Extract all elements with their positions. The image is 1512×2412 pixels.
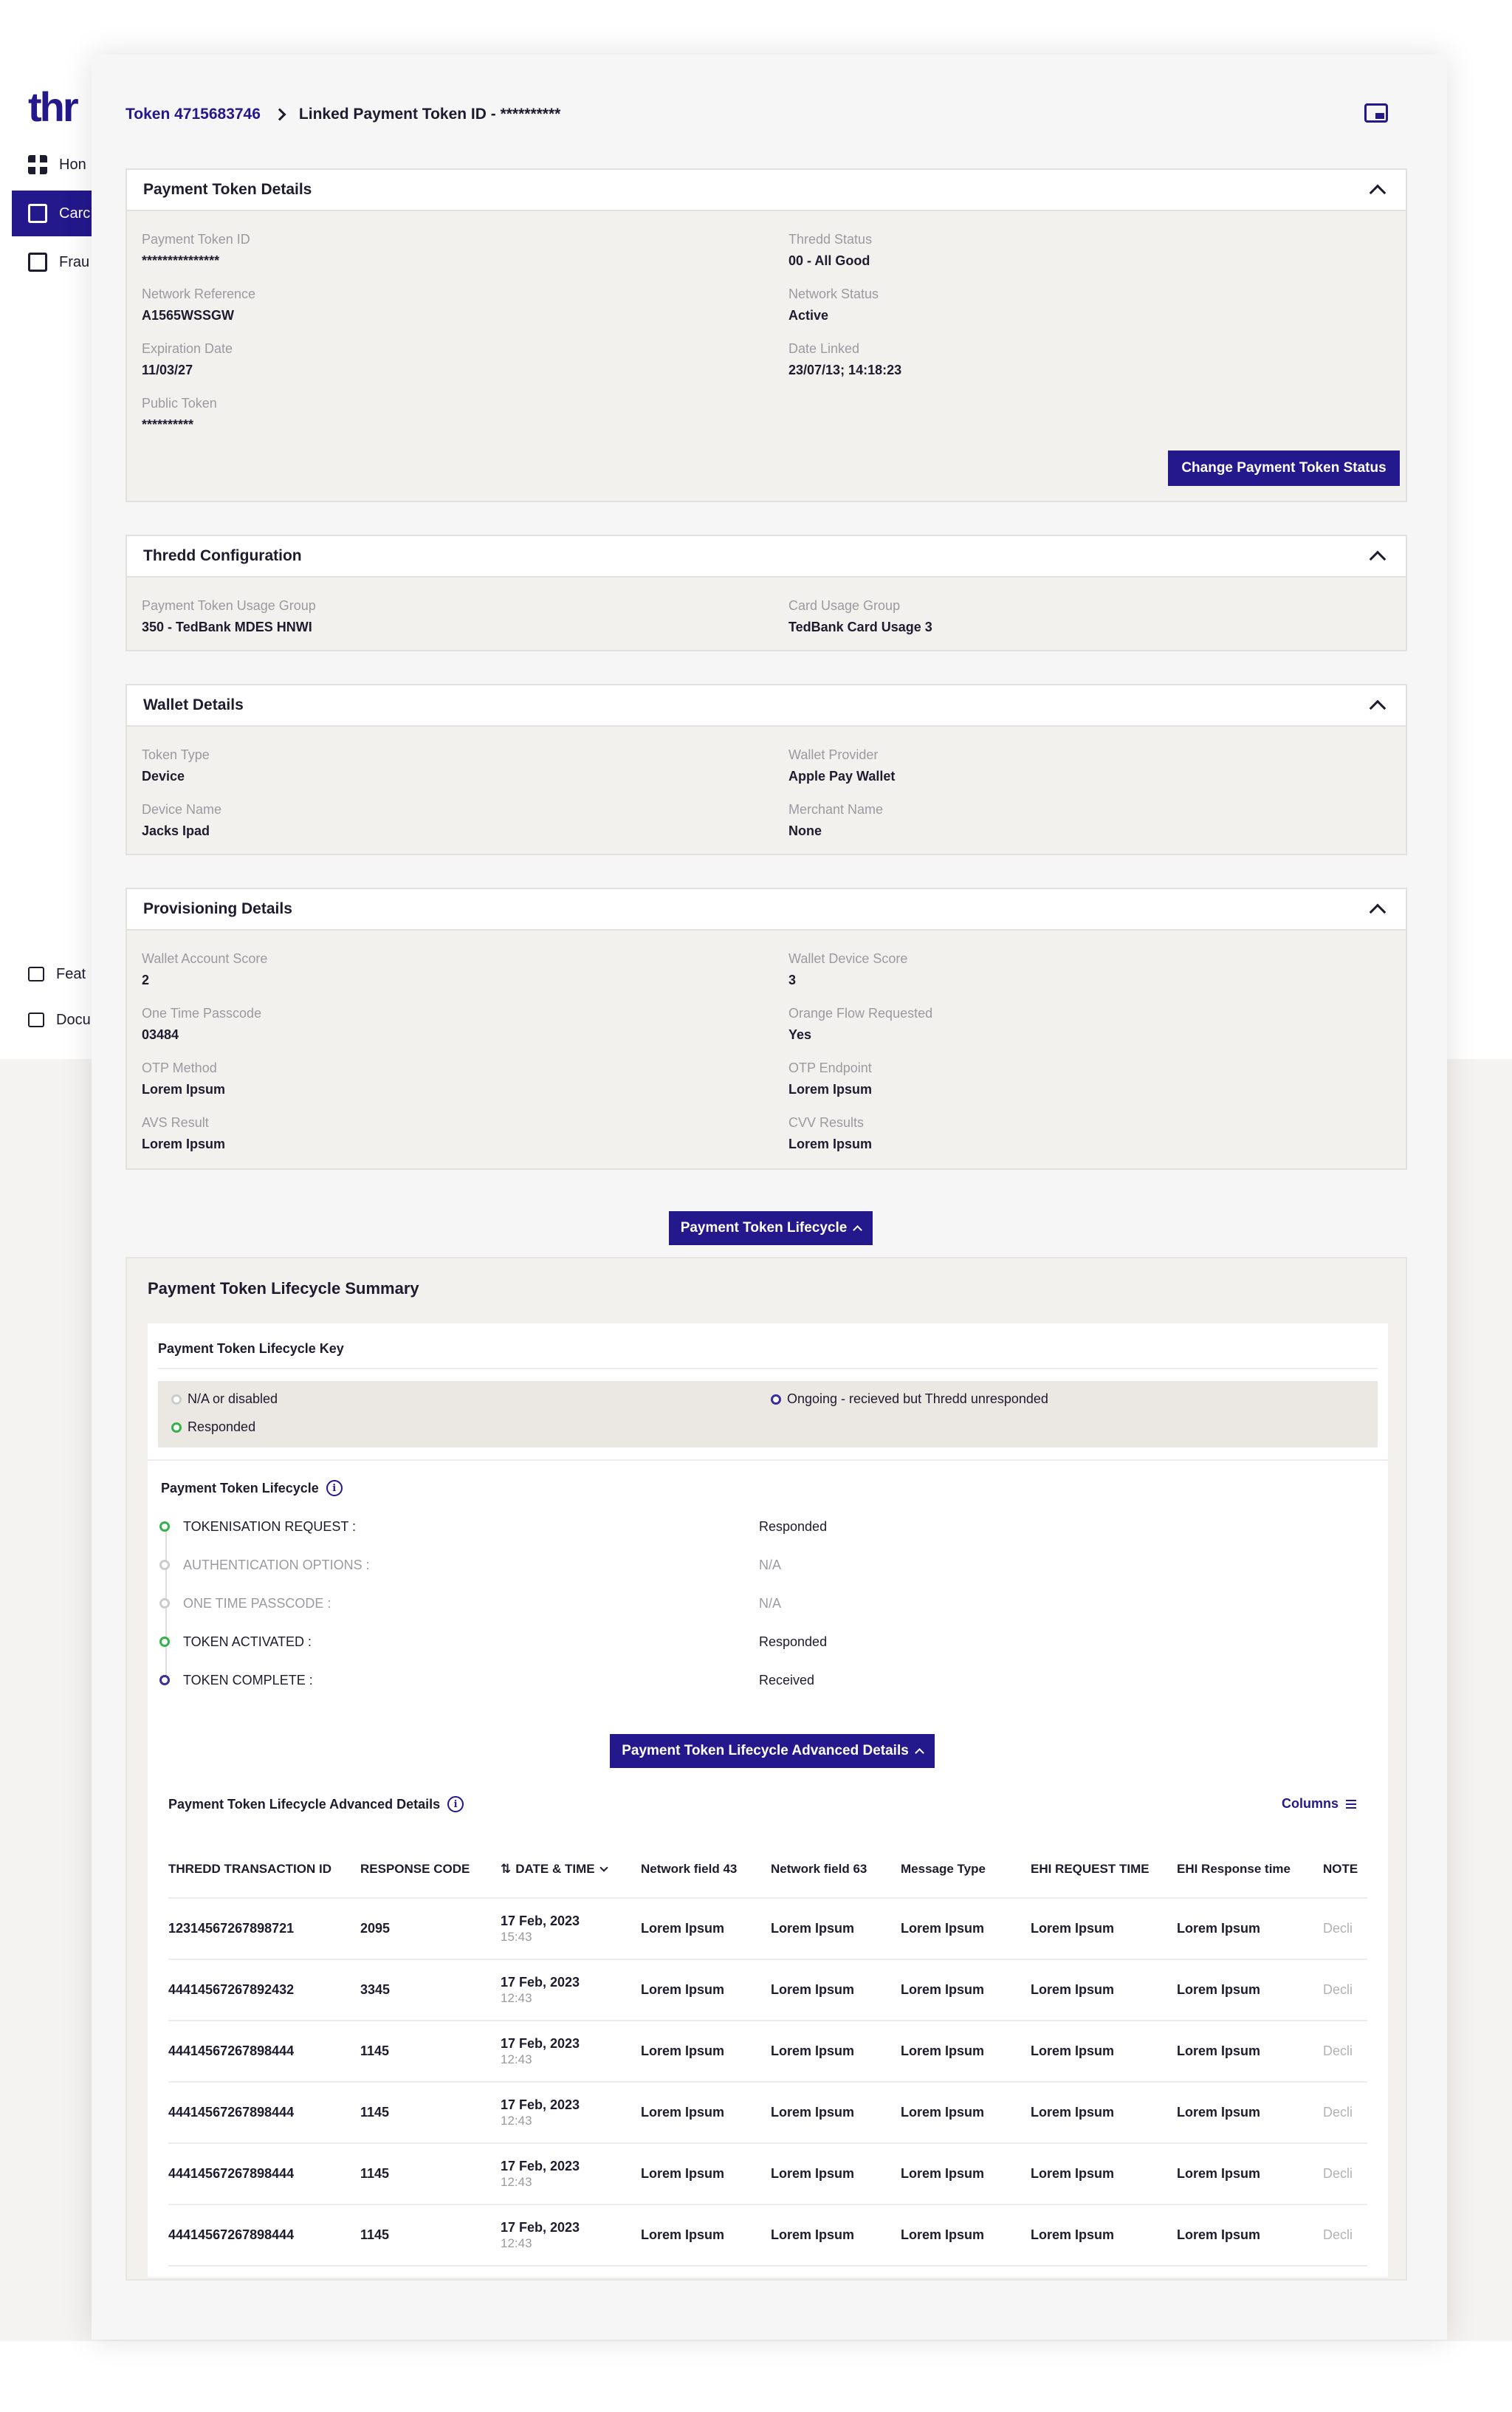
field-token-type: Token Type Device: [142, 747, 210, 784]
header-note[interactable]: NOTE: [1323, 1840, 1367, 1898]
key-item-na: N/A or disabled: [171, 1391, 278, 1407]
chevron-up-icon[interactable]: [1370, 700, 1386, 717]
panel-header[interactable]: [127, 889, 1406, 931]
header-ehi-request-time[interactable]: EHI REQUEST TIME: [1031, 1840, 1177, 1898]
lifecycle-step: AUTHENTICATION OPTIONS : N/A: [159, 1554, 972, 1576]
chevron-up-icon[interactable]: [1370, 551, 1386, 568]
card-icon: [28, 204, 47, 223]
breadcrumb: [126, 106, 560, 123]
lifecycle-step: TOKEN COMPLETE : Received: [159, 1669, 972, 1691]
chevron-up-icon[interactable]: [1370, 904, 1386, 921]
status-dot-na: [159, 1560, 170, 1570]
status-dot-responded: [159, 1637, 170, 1647]
key-title: Payment Token Lifecycle Key: [158, 1341, 344, 1356]
field-wallet-device-score: Wallet Device Score 3: [788, 951, 908, 987]
field-otp-method: OTP Method Lorem Ipsum: [142, 1061, 226, 1097]
field-wallet-provider: Wallet Provider Apple Pay Wallet: [788, 747, 896, 784]
status-dot-responded: [171, 1422, 182, 1433]
field-date-linked: Date Linked 23/07/13; 14:18:23: [788, 341, 902, 377]
provisioning-details-panel: [126, 888, 1407, 1170]
table-row[interactable]: 44414567267898444 1145 17 Feb, 2023 12:43 Lorem Ipsum Lorem Ipsum Lorem Ipsum Lorem Ipsum Lorem Ipsum Decli: [168, 2082, 1367, 2143]
advanced-details-table[interactable]: [168, 1840, 1367, 2269]
lifecycle-step: TOKEN ACTIVATED : Responded: [159, 1631, 972, 1653]
sidebar-item-docs[interactable]: Docu: [12, 997, 145, 1043]
info-icon[interactable]: i: [326, 1480, 343, 1496]
field-one-time-passcode: One Time Passcode 03484: [142, 1006, 262, 1042]
key-item-responded: Responded: [171, 1419, 255, 1435]
field-expiration-date: Expiration Date 11/03/27: [142, 341, 233, 377]
lifecycle-key-box: [158, 1381, 1378, 1447]
lifecycle-step: TOKENISATION REQUEST : Responded: [159, 1515, 972, 1538]
change-token-status-button[interactable]: Change Payment Token Status: [1168, 450, 1400, 486]
columns-button[interactable]: Columns: [1282, 1796, 1356, 1812]
panel-header[interactable]: [127, 536, 1406, 578]
section-title: Payment Token Lifecycle Summary: [148, 1279, 419, 1298]
panel-header[interactable]: [127, 170, 1406, 211]
header-network-field-63[interactable]: Network field 63: [771, 1840, 901, 1898]
chevron-down-icon: [599, 1863, 608, 1871]
sort-icon[interactable]: ⇅: [501, 1861, 512, 1876]
sidebar-item-cards[interactable]: Carc: [12, 191, 145, 236]
status-dot-ongoing: [159, 1675, 170, 1685]
header-network-field-43[interactable]: Network field 43: [641, 1840, 771, 1898]
table-row[interactable]: 12314567267898721 2095 17 Feb, 2023 15:43 Lorem Ipsum Lorem Ipsum Lorem Ipsum Lorem Ipsum Lorem Ipsum Decli: [168, 1898, 1367, 1959]
field-cvv-results: CVV Results Lorem Ipsum: [788, 1115, 873, 1151]
lifecycle-card: [148, 1323, 1388, 2278]
field-network-status: Network Status Active: [788, 287, 879, 323]
thredd-logo: thr: [28, 83, 77, 130]
header-message-type[interactable]: Message Type: [901, 1840, 1031, 1898]
field-orange-flow: Orange Flow Requested Yes: [788, 1006, 933, 1042]
grid-icon: [28, 155, 47, 174]
lifecycle-title: Payment Token Lifecycle i: [161, 1480, 343, 1496]
table-row[interactable]: 44414567267898444 1145 17 Feb, 2023 12:43 Lorem Ipsum Lorem Ipsum Lorem Ipsum Lorem Ipsum Lorem Ipsum Decli: [168, 2204, 1367, 2266]
chevron-up-icon: [915, 1748, 924, 1758]
field-payment-token-id: Payment Token ID ***************: [142, 232, 250, 268]
field-wallet-account-score: Wallet Account Score 2: [142, 951, 268, 987]
header-transaction-id[interactable]: THREDD TRANSACTION ID: [168, 1840, 360, 1898]
window-icon[interactable]: [1364, 103, 1388, 123]
divider: [158, 1368, 1378, 1369]
header-response-code[interactable]: RESPONSE CODE: [360, 1840, 501, 1898]
thredd-configuration-panel: [126, 535, 1407, 651]
chevron-up-icon[interactable]: [1370, 185, 1386, 202]
advanced-details-button[interactable]: Payment Token Lifecycle Advanced Details: [610, 1734, 935, 1768]
info-icon[interactable]: i: [447, 1796, 464, 1812]
payment-token-details-panel: [126, 168, 1407, 502]
panel-title: Wallet Details: [143, 696, 244, 713]
wallet-details-panel: [126, 684, 1407, 855]
table-row[interactable]: 44414567267898444 1145 17 Feb, 2023 12:43 Lorem Ipsum Lorem Ipsum Lorem Ipsum Lorem Ipsum Lorem Ipsum Decli: [168, 2021, 1367, 2082]
building-icon: [28, 253, 47, 272]
status-dot-responded: [159, 1521, 170, 1532]
breadcrumb-current: Linked Payment Token ID - **********: [298, 106, 561, 123]
payment-token-lifecycle-button[interactable]: Payment Token Lifecycle: [669, 1211, 873, 1245]
header-date-time[interactable]: ⇅ DATE & TIME: [501, 1840, 641, 1898]
sidebar-item-features[interactable]: Feat: [12, 951, 145, 997]
lifecycle-summary-section: [126, 1257, 1407, 2281]
panel-title: Payment Token Details: [143, 181, 312, 198]
field-merchant-name: Merchant Name None: [788, 802, 884, 838]
field-thredd-status: Thredd Status 00 - All Good: [788, 232, 873, 268]
field-otp-endpoint: OTP Endpoint Lorem Ipsum: [788, 1061, 873, 1097]
chat-icon: [28, 967, 44, 981]
key-item-ongoing: Ongoing - recieved but Thredd unresponded: [771, 1391, 1048, 1407]
chevron-up-icon: [853, 1225, 862, 1235]
field-device-name: Device Name Jacks Ipad: [142, 802, 222, 838]
panel-title: Thredd Configuration: [143, 547, 302, 564]
status-dot-ongoing: [771, 1394, 781, 1405]
advanced-details-title: Payment Token Lifecycle Advanced Details i: [168, 1796, 464, 1812]
field-card-usage-group: Card Usage Group TedBank Card Usage 3: [788, 598, 932, 634]
table-row[interactable]: 44414567267898444 1145 17 Feb, 2023 12:43 Lorem Ipsum Lorem Ipsum Lorem Ipsum Lorem Ipsum Lorem Ipsum Decli: [168, 2143, 1367, 2204]
divider: [148, 1459, 1388, 1461]
field-public-token: Public Token **********: [142, 396, 217, 432]
field-network-reference: Network Reference A1565WSSGW: [142, 287, 256, 323]
chevron-right-icon: [273, 109, 286, 121]
breadcrumb-token-link[interactable]: Token 4715683746: [126, 106, 261, 123]
panel-title: Provisioning Details: [143, 900, 292, 917]
panel-header[interactable]: [127, 685, 1406, 727]
menu-icon: [1346, 1800, 1356, 1809]
status-dot-na: [159, 1598, 170, 1608]
field-avs-result: AVS Result Lorem Ipsum: [142, 1115, 226, 1151]
document-icon: [28, 1013, 44, 1027]
sidebar-item-home[interactable]: Hon: [12, 142, 145, 188]
table-row[interactable]: 44414567267892432 3345 17 Feb, 2023 12:43 Lorem Ipsum Lorem Ipsum Lorem Ipsum Lorem Ipsum Lorem Ipsum Decli: [168, 1959, 1367, 2021]
header-ehi-response-time[interactable]: EHI Response time: [1177, 1840, 1323, 1898]
table-header-row: [168, 1840, 1367, 1898]
sidebar-item-fraud[interactable]: Frau: [12, 239, 145, 285]
field-usage-group: Payment Token Usage Group 350 - TedBank MDES HNWI: [142, 598, 316, 634]
status-dot-na: [171, 1394, 182, 1405]
lifecycle-step: ONE TIME PASSCODE : N/A: [159, 1592, 972, 1614]
